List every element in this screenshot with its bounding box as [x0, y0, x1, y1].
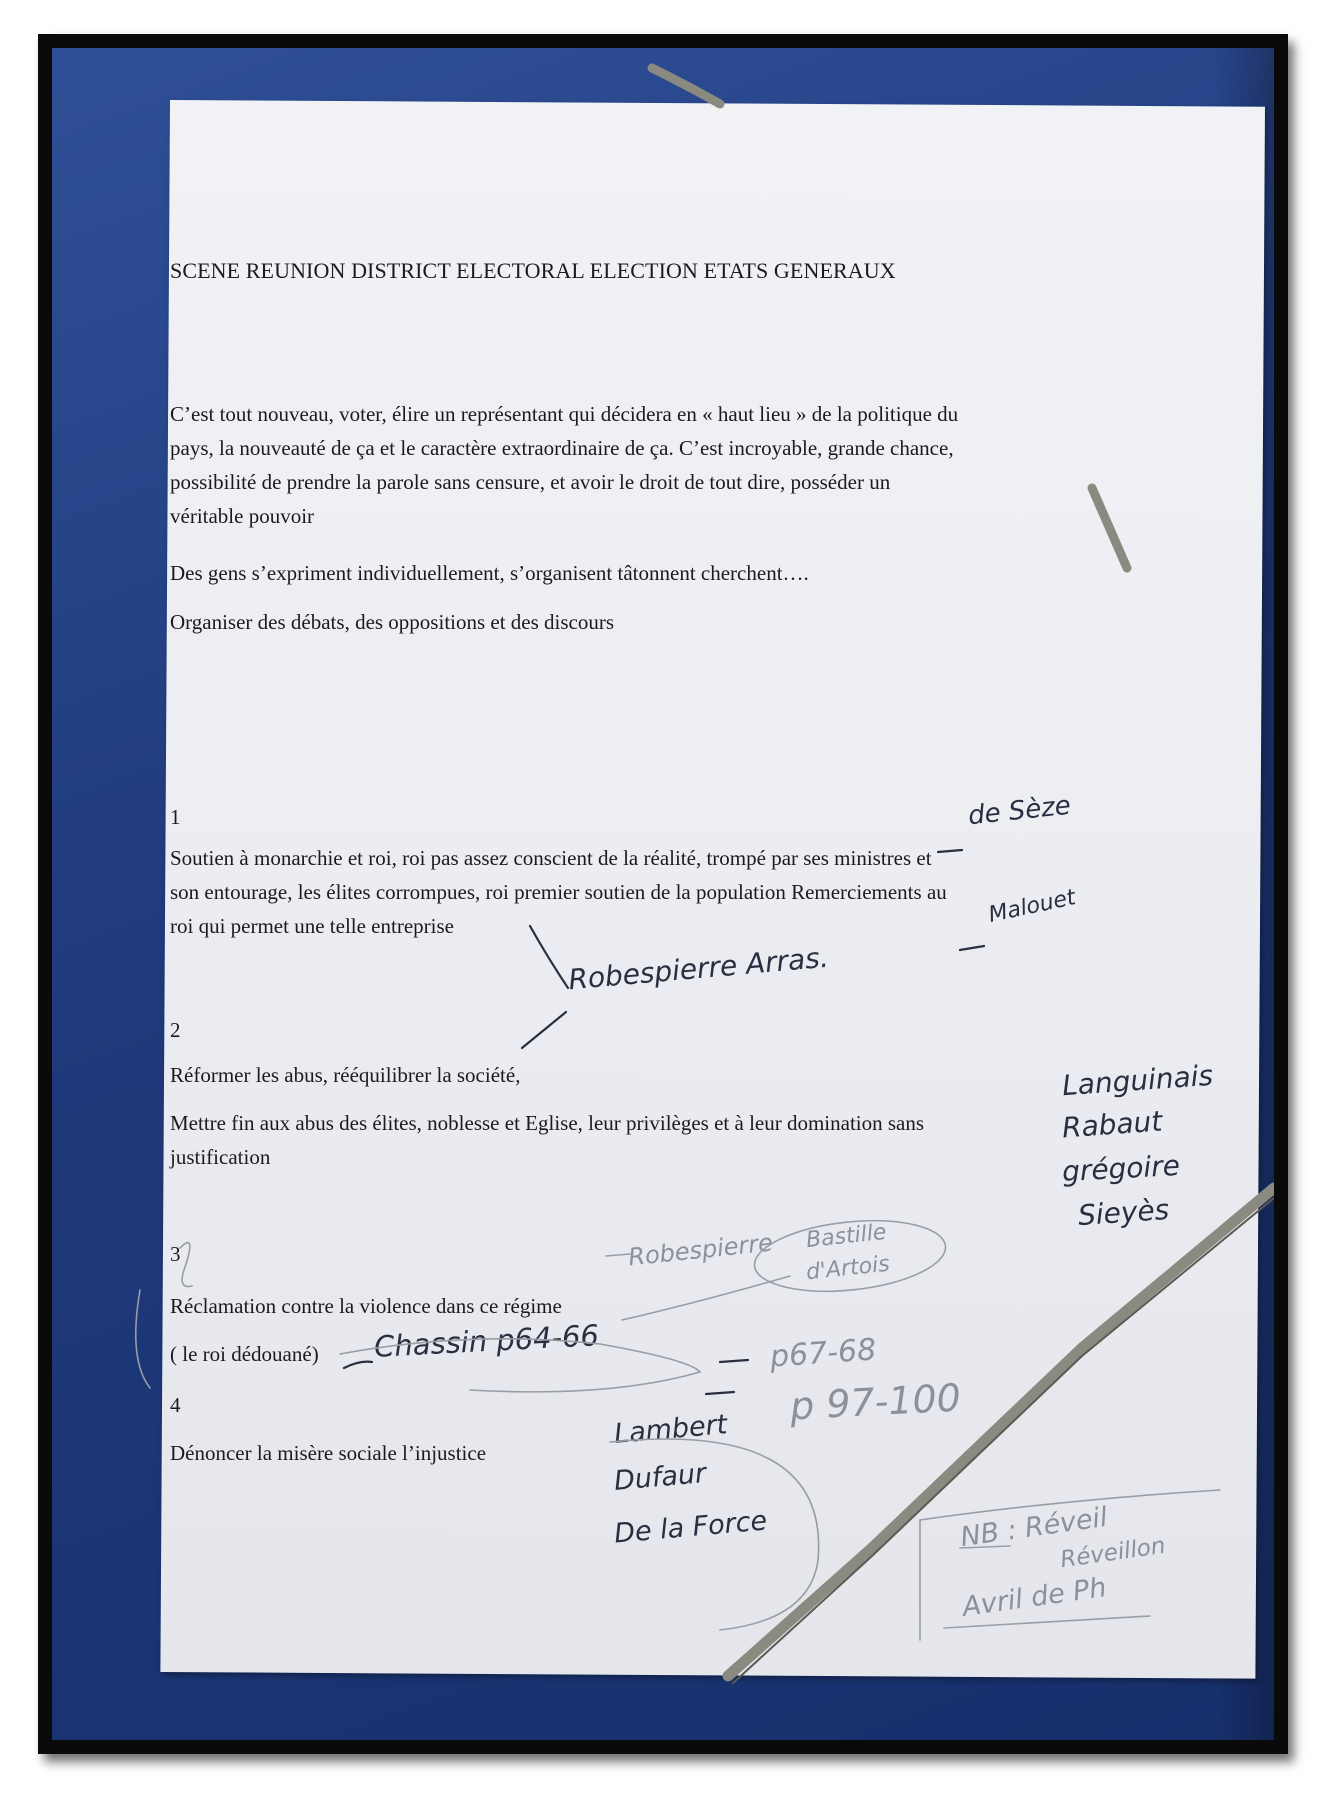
- annotation-artois: d'Artois: [804, 1251, 891, 1286]
- intro-paragraph: [170, 397, 958, 533]
- section-number-1: 1: [170, 805, 181, 829]
- intro-line: pays, la nouveauté de ça et le caractère extraordinaire de ça. C’est incroyable, grande chance,: [170, 436, 954, 460]
- section-line: son entourage, les élites corrompues, roi premier soutien de la population Remerciements au: [170, 880, 947, 904]
- annotation-nb: NB : Réveil: [958, 1501, 1110, 1554]
- section-1-text: [170, 841, 947, 943]
- section-line: roi qui permet une telle entreprise: [170, 914, 454, 938]
- section-number-4: 4: [170, 1393, 181, 1417]
- annotation-name: Lambert: [612, 1409, 729, 1450]
- section-line: Soutien à monarchie et roi, roi pas assez conscient de la réalité, trompé par ses ministres et: [170, 846, 932, 870]
- intro-line: véritable pouvoir: [170, 504, 315, 528]
- section-line: Mettre fin aux abus des élites, noblesse et Eglise, leur privilèges et à leur domination sans: [170, 1111, 925, 1135]
- intro-line: possibilité de prendre la parole sans censure, et avoir le droit de tout dire, posséder un: [170, 470, 891, 494]
- line-expression: Des gens s’expriment individuellement, s’organisent tâtonnent cherchent….: [170, 561, 809, 585]
- section-number-2: 2: [170, 1018, 181, 1042]
- annotation-name: De la Force: [612, 1505, 769, 1550]
- section-2-line-1: Réformer les abus, rééquilibrer la société,: [170, 1063, 521, 1087]
- annotation-malouet: Malouet: [986, 885, 1078, 928]
- intro-line: C’est tout nouveau, voter, élire un représentant qui décidera en « haut lieu » de la politique du: [170, 402, 959, 426]
- annotation-nb: Avril de Ph: [960, 1572, 1109, 1623]
- annotation-name: Languinais: [1061, 1058, 1215, 1103]
- annotation-name: Rabaut: [1060, 1104, 1164, 1145]
- annotation-nb: Réveillon: [1058, 1532, 1168, 1574]
- annotation-de-seze: de Sèze: [966, 790, 1073, 832]
- annotation-pages-97-100: p 97-100: [788, 1375, 962, 1429]
- section-4-line-1: Dénoncer la misère sociale l’injustice: [170, 1441, 487, 1465]
- annotation-name: Dufaur: [612, 1458, 708, 1497]
- annotation-robespierre-pencil: Robespierre: [626, 1228, 775, 1272]
- document-title: SCENE REUNION DISTRICT ELECTORAL ELECTION ETATS GENERAUX: [170, 258, 896, 283]
- section-number-3: 3: [170, 1242, 181, 1266]
- section-3-line-1: Réclamation contre la violence dans ce régime: [170, 1294, 562, 1318]
- line-organiser: Organiser des débats, des oppositions et des discours: [170, 610, 615, 634]
- section-3-line-2: ( le roi dédouané): [170, 1342, 319, 1366]
- annotation-robespierre-arras: Robespierre Arras.: [567, 940, 830, 997]
- annotation-name: Sieyès: [1076, 1192, 1171, 1233]
- annotation-name: grégoire: [1061, 1148, 1181, 1189]
- annotation-pages-67-68: p67-68: [768, 1332, 878, 1375]
- annotation-bastille: Bastille: [804, 1219, 888, 1254]
- annotation-chassin: Chassin p64-66: [373, 1318, 600, 1364]
- section-2-text: [170, 1106, 924, 1174]
- section-line: justification: [170, 1145, 271, 1169]
